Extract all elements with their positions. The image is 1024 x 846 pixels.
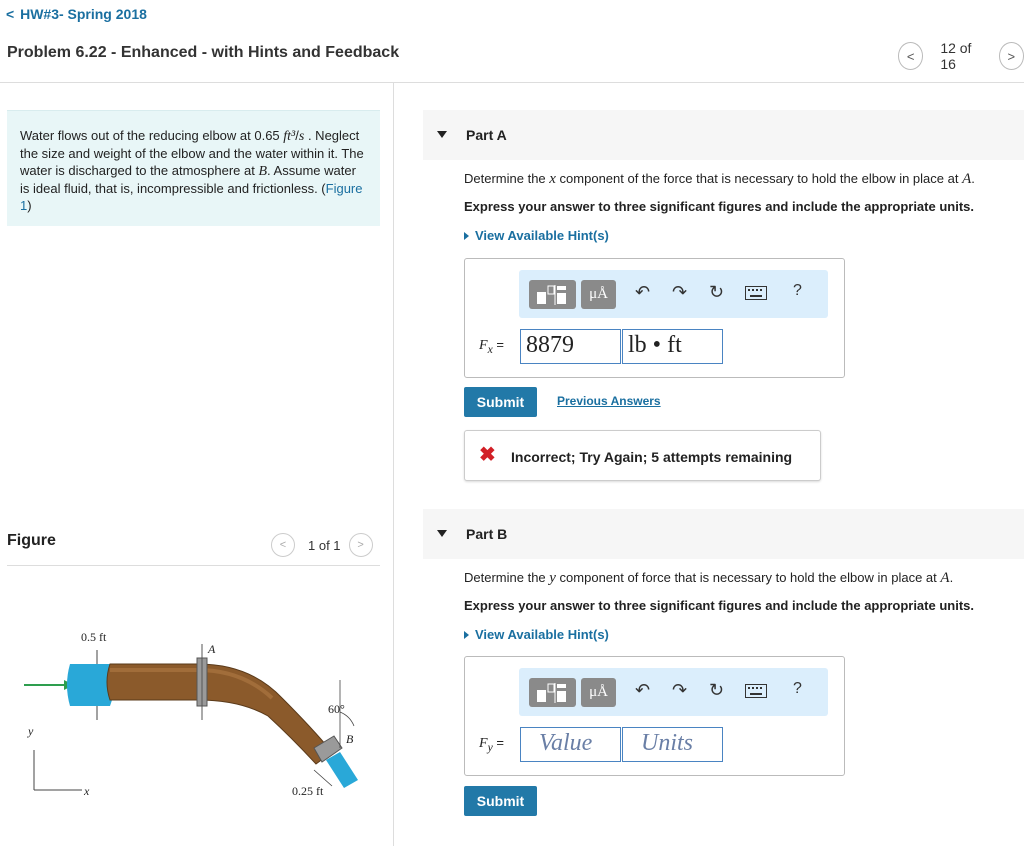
next-figure-button[interactable]: [349, 533, 373, 557]
units-icon: μÅ: [589, 286, 608, 302]
part-a-instruction: Express your answer to three significant figures and include the appropriate units.: [464, 199, 974, 214]
chevron-right-icon: >: [357, 539, 364, 551]
part-a-question: Determine the x component of the force that is necessary to hold the elbow in place at A.: [464, 171, 975, 187]
previous-answers-link[interactable]: Previous Answers: [557, 394, 661, 408]
chevron-right-icon: >: [1007, 48, 1016, 64]
part-a-feedback: [464, 430, 821, 481]
elbow-diagram: [20, 620, 380, 820]
undo-icon[interactable]: ↶: [635, 680, 651, 700]
part-a-hint-link[interactable]: View Available Hint(s): [464, 228, 609, 243]
y-axis-label: y: [28, 724, 34, 738]
figure-count: 1 of 1: [308, 537, 341, 553]
point-b: B: [258, 164, 268, 179]
templates-button[interactable]: [529, 678, 576, 707]
part-b-value-input[interactable]: Value: [520, 727, 621, 762]
help-icon[interactable]: ?: [793, 680, 802, 697]
templates-button[interactable]: [529, 280, 576, 309]
part-a-header[interactable]: [423, 110, 1024, 160]
prev-figure-button[interactable]: [271, 533, 295, 557]
reset-icon[interactable]: ↻: [709, 282, 725, 302]
part-b-label: Part B: [466, 526, 508, 542]
point-a-label: A: [208, 642, 216, 656]
feedback-message: Incorrect; Try Again; 5 attempts remaining: [511, 449, 793, 465]
units-icon: μÅ: [589, 684, 608, 700]
dim-label-bottom: 0.25 ft: [292, 784, 324, 798]
x-axis-label: x: [84, 784, 90, 798]
point-b-label: B: [346, 732, 354, 746]
dim-label-top: 0.5 ft: [81, 630, 107, 644]
column-divider: [393, 83, 394, 846]
part-b-instruction: Express your answer to three significant figures and include the appropriate units.: [464, 598, 974, 613]
problem-pager: [898, 40, 1024, 72]
flow-unit: ft³: [283, 129, 296, 144]
part-a-submit-button[interactable]: Submit: [464, 387, 537, 417]
templates-icon: [536, 285, 570, 305]
part-a-units-input[interactable]: lb • ft: [622, 329, 723, 364]
units-button[interactable]: [581, 280, 616, 309]
figure-pager: [271, 533, 373, 557]
expand-triangle-icon: [464, 631, 469, 639]
assignment-title: HW#3- Spring 2018: [20, 6, 147, 22]
problem-statement: Water flows out of the reducing elbow at 0.65 ft³/s . Neglect the size and weight of the elbow and the water within it. The water is discharged to the atmosphere at B. Assume water is ideal fluid, that is, incompressible and frictionless. (Figure 1): [7, 110, 380, 226]
chevron-left-icon: <: [279, 539, 287, 551]
redo-icon[interactable]: ↷: [672, 680, 688, 700]
undo-icon[interactable]: ↶: [635, 282, 651, 302]
collapse-triangle-icon: [437, 530, 447, 537]
figure-heading: Figure: [7, 532, 56, 549]
part-a-label: Part A: [466, 127, 507, 143]
assignment-back-link[interactable]: [6, 6, 147, 22]
outlet-water: [326, 752, 358, 788]
collapse-triangle-icon: [437, 131, 447, 138]
part-b-hint-link[interactable]: View Available Hint(s): [464, 627, 609, 642]
expand-triangle-icon: [464, 232, 469, 240]
templates-icon: [536, 683, 570, 703]
part-a-variable-label: $F_x$ =: [479, 337, 504, 356]
part-b-question: Determine the y component of force that is necessary to hold the elbow in place at A.: [464, 570, 954, 586]
problem-count: 12 of 16: [940, 40, 972, 72]
elbow-pipe: [107, 664, 332, 764]
elbow-figure: [20, 620, 380, 820]
chevron-left-icon: <: [906, 48, 915, 64]
reset-icon[interactable]: ↻: [709, 680, 725, 700]
angle-label: 60°: [328, 702, 345, 716]
help-icon[interactable]: ?: [793, 282, 802, 299]
figure-link[interactable]: Figure 1: [20, 181, 363, 213]
incorrect-x-icon: ✖: [479, 444, 496, 466]
units-button[interactable]: [581, 678, 616, 707]
part-b-units-input[interactable]: Units: [622, 727, 723, 762]
part-b-answer-box: [464, 656, 845, 776]
part-b-variable-label: $F_y$ =: [479, 735, 504, 754]
keyboard-icon[interactable]: [745, 284, 767, 305]
part-a-toolbar: [519, 270, 828, 318]
next-problem-button[interactable]: [999, 42, 1024, 70]
prev-problem-button[interactable]: [898, 42, 923, 70]
problem-title: Problem 6.22 - Enhanced - with Hints and Feedback: [7, 44, 400, 61]
part-b-header[interactable]: [423, 509, 1024, 559]
header-divider: [0, 82, 1024, 83]
part-b-submit-button[interactable]: Submit: [464, 786, 537, 816]
part-a-value-input[interactable]: 8879: [520, 329, 621, 364]
figure-divider: [7, 565, 380, 566]
part-a-answer-box: [464, 258, 845, 378]
keyboard-icon[interactable]: [745, 682, 767, 703]
redo-icon[interactable]: ↷: [672, 282, 688, 302]
chevron-left-icon: <: [6, 6, 15, 22]
part-b-toolbar: [519, 668, 828, 716]
